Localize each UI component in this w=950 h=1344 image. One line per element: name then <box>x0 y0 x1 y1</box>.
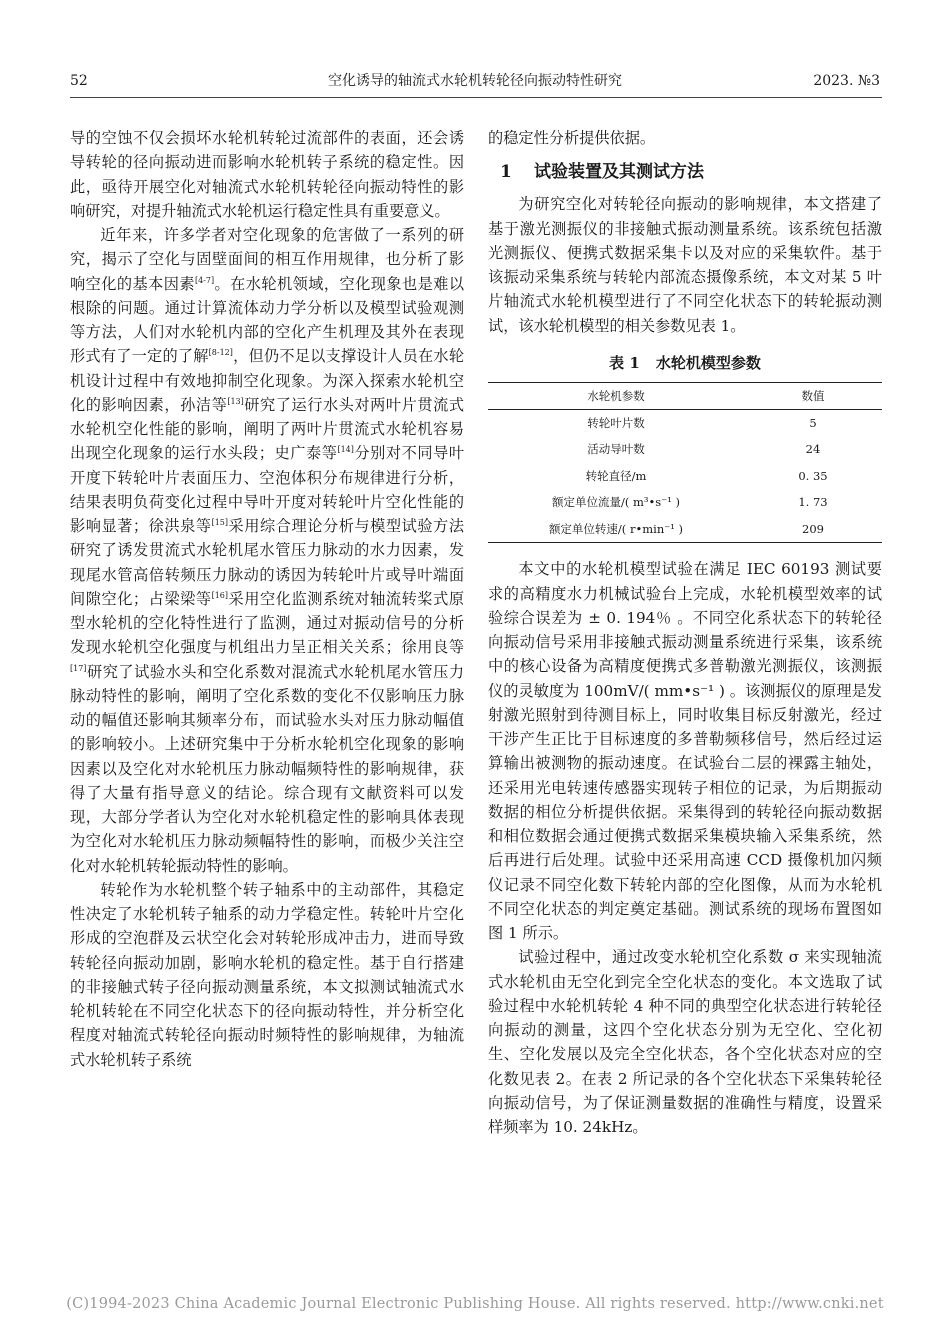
header-parameter: 水轮机参数 <box>488 382 744 409</box>
right-column <box>488 126 882 1139</box>
table-caption <box>488 352 882 374</box>
citation-ref[interactable]: [15] <box>211 517 229 527</box>
paragraph-intro-continued: 导的空蚀不仅会损坏水轮机转轮过流部件的表面，还会诱导转轮的径向振动进而影响水轮机转子系统的稳定性。因此，亟待开展空化对轴流式水轮机转轮径向振动特性的影响研究，对提升轴流式水轮机运行稳定性具有重要意义。 <box>70 129 464 220</box>
citation-ref[interactable]: [14] <box>337 445 354 455</box>
citation-ref[interactable]: [4-7] <box>194 275 215 285</box>
table-title: 水轮机模型参数 <box>655 353 761 372</box>
paragraph-continued: 的稳定性分析提供依据。 <box>488 129 656 147</box>
cell-value: 0. 35 <box>798 468 828 483</box>
citation-ref[interactable]: [16] <box>211 590 229 600</box>
paragraph-literature-review <box>70 223 464 878</box>
cell-parameter: 活动导叶数 <box>587 442 645 457</box>
copyright-footer: (C)1994-2023 China Academic Journal Electronic Publishing House. All rights reserved. http://www.cnki.net <box>66 1296 884 1312</box>
cell-parameter: 转轮直径/m <box>585 468 647 483</box>
cell-value: 209 <box>744 516 882 543</box>
cell-parameter: 转轮叶片数 <box>587 415 645 430</box>
paragraph-test-setup: 为研究空化对转轮径向振动的影响规律，本文搭建了基于激光测振仪的非接触式振动测量系统。该系统包括激光测振仪、便携式数据采集卡以及对应的采集软件。基于该振动采集系统与转轮内部流态摄像系统，本文对某 5 叶片轴流式水轮机模型进行了不同空化状态下的转轮振动测试，该水轮机模型的相关参数见表 1。 <box>488 195 882 335</box>
table-row <box>488 409 882 436</box>
header-rule <box>70 97 882 98</box>
text-run: ，但仍不足以支撑设计人员在水轮机设计过程中有效地抑制空化现象。为深入探索水轮机空化的影响因素，孙洁等 <box>70 347 465 414</box>
citation-ref[interactable]: [8-12] <box>208 348 233 358</box>
parameters-table <box>488 382 882 544</box>
table-row <box>488 436 882 463</box>
citation-ref[interactable]: [17] <box>70 663 87 673</box>
section-heading <box>488 159 882 185</box>
issue-number: 2023. №3 <box>813 73 880 89</box>
header-value: 数值 <box>744 382 882 409</box>
left-column <box>70 126 464 1072</box>
running-title: 空化诱导的轴流式水轮机转轮径向振动特性研究 <box>328 73 622 89</box>
text-run: 研究了试验水头和空化系数对混流式水轮机尾水管压力脉动特性的影响，阐明了空化系数的变化不仅影响压力脉动的幅值还影响其频率分布，而试验水头对压力脉动幅值的影响较小。上述研究集中于分析水轮机空化现象的影响因素以及空化对水轮机压力脉动幅频特性的影响规律，获得了大量有指导意义的结论。综合现有文献资料可以发现，大部分学者认为空化对水轮机稳定性的影响具体表现为空化对水轮机压力脉动频幅特性的影响，而极少关注空化对水轮机转轮振动特性的影响。 <box>70 662 464 875</box>
table-header-row <box>488 382 882 409</box>
paragraph-runner-stability: 转轮作为水轮机整个转子轴系中的主动部件，其稳定性决定了水轮机转子轴系的动力学稳定性。转轮叶片空化形成的空泡群及云状空化会对转轮形成冲击力，进而导致转轮径向振动加剧，影响水轮机的稳定性。基于自行搭建的非接触式转子径向振动测量系统，本文拟测试轴流式水轮机转轮在不同空化状态下的径向振动特性，并分析空化程度对轴流式转轮径向振动时频特性的影响规律，为轴流式水轮机转子系统 <box>70 880 464 1069</box>
cell-parameter: 额定单位转速/( r•min⁻¹ ) <box>488 516 744 543</box>
text-run: 采用空化监测系统对轴流转桨式原型水轮机的空化特性进行了监测，通过对振动信号的分析发现水轮机空化强度与机组出力呈正相关关系；徐用良等 <box>70 589 465 657</box>
cell-value: 24 <box>805 442 821 457</box>
table-row <box>488 489 882 516</box>
text-run: 。在水轮机领域，空化现象也是难以根除的问题。通过计算流体动力学分析以及模型试验观测等方法，人们对水轮机内部的空化产生机理及其外在表现形式有了一定的了解 <box>70 274 465 366</box>
section-number: 1 <box>500 162 512 183</box>
text-run: 分别对不同导叶开度下转轮叶片表面压力、空泡体积分布规律进行分析，结果表明负荷变化过程中导叶开度对转轮叶片空化性能的影响显著；徐洪泉等 <box>70 444 465 535</box>
table-label: 表 1 <box>609 353 640 372</box>
table-row <box>488 516 882 543</box>
section-title: 试验装置及其测试方法 <box>534 162 704 183</box>
text-run: 近年来，许多学者对空化现象的危害做了一系列的研究，揭示了空化与固壁面间的相互作用规律，也分析了影响空化的基本因素 <box>70 226 464 293</box>
cell-value: 5 <box>809 415 817 430</box>
page-number: 52 <box>70 73 88 89</box>
cell-value: 1. 73 <box>798 495 828 510</box>
text-run: 研究了运行水头对两叶片贯流式水轮机空化性能的影响，阐明了两叶片贯流式水轮机容易出现空化现象的运行水头段；史广泰等 <box>70 395 465 463</box>
paragraph-test-method: 本文中的水轮机模型试验在满足 IEC 60193 测试要求的高精度水力机械试验台上完成，水轮机模型效率的试验综合误差为 ± 0. 194％ 。不同空化系状态下的转轮径向振动信号采用非接触式振动测量系统进行采集，该系统中的核心设备为高精度便携式多普勒激光测振仪，该测振仪的灵敏度为 100mV/( mm•s⁻¹ ) 。该测振仪的原理是发射激光照射到待测目标上，同时收集目标反射激光，经过干涉产生正比于目标速度的多普勒频移信号，然后经过运算输出被测物的振动速度。在试验台二层的裸露主轴处，还采用光电转速传感器实现转子相位的记录，为后期振动数据的相位分析提供依据。采集得到的转轮径向振动数据和相位数据会通过便携式数据采集模块输入采集系统，然后再进行后处理。试验中还采用高速 CCD 摄像机加闪频仪记录不同空化数下转轮内部的空化图像，从而为水轮机不同空化状态的判定奠定基础。测试系统的现场布置图如图 1 所示。 <box>488 560 882 942</box>
paragraph-test-process: 试验过程中，通过改变水轮机空化系数 σ 来实现轴流式水轮机由无空化到完全空化状态的变化。本文选取了试验过程中水轮机转轮 4 种不同的典型空化状态进行转轮径向振动的测量，这四个空化状态分别为无空化、空化初生、空化发展以及完全空化状态，各个空化状态对应的空化数见表 2。在表 2 所记录的各个空化状态下采集转轮径向振动信号，为了保证测量数据的准确性与精度，设置采样频率为 10. 24kHz。 <box>488 948 882 1136</box>
cell-parameter: 额定单位流量/( m³•s⁻¹ ) <box>551 495 681 510</box>
table-row <box>488 463 882 490</box>
running-header <box>70 70 880 92</box>
citation-ref[interactable]: [13] <box>227 396 244 406</box>
text-run: 采用综合理论分析与模型试验方法研究了诱发贯流式水轮机尾水管压力脉动的水力因素，发现尾水管高倍转频压力脉动的诱因为转轮叶片或导叶端面间隙空化；占梁梁等 <box>70 517 465 608</box>
